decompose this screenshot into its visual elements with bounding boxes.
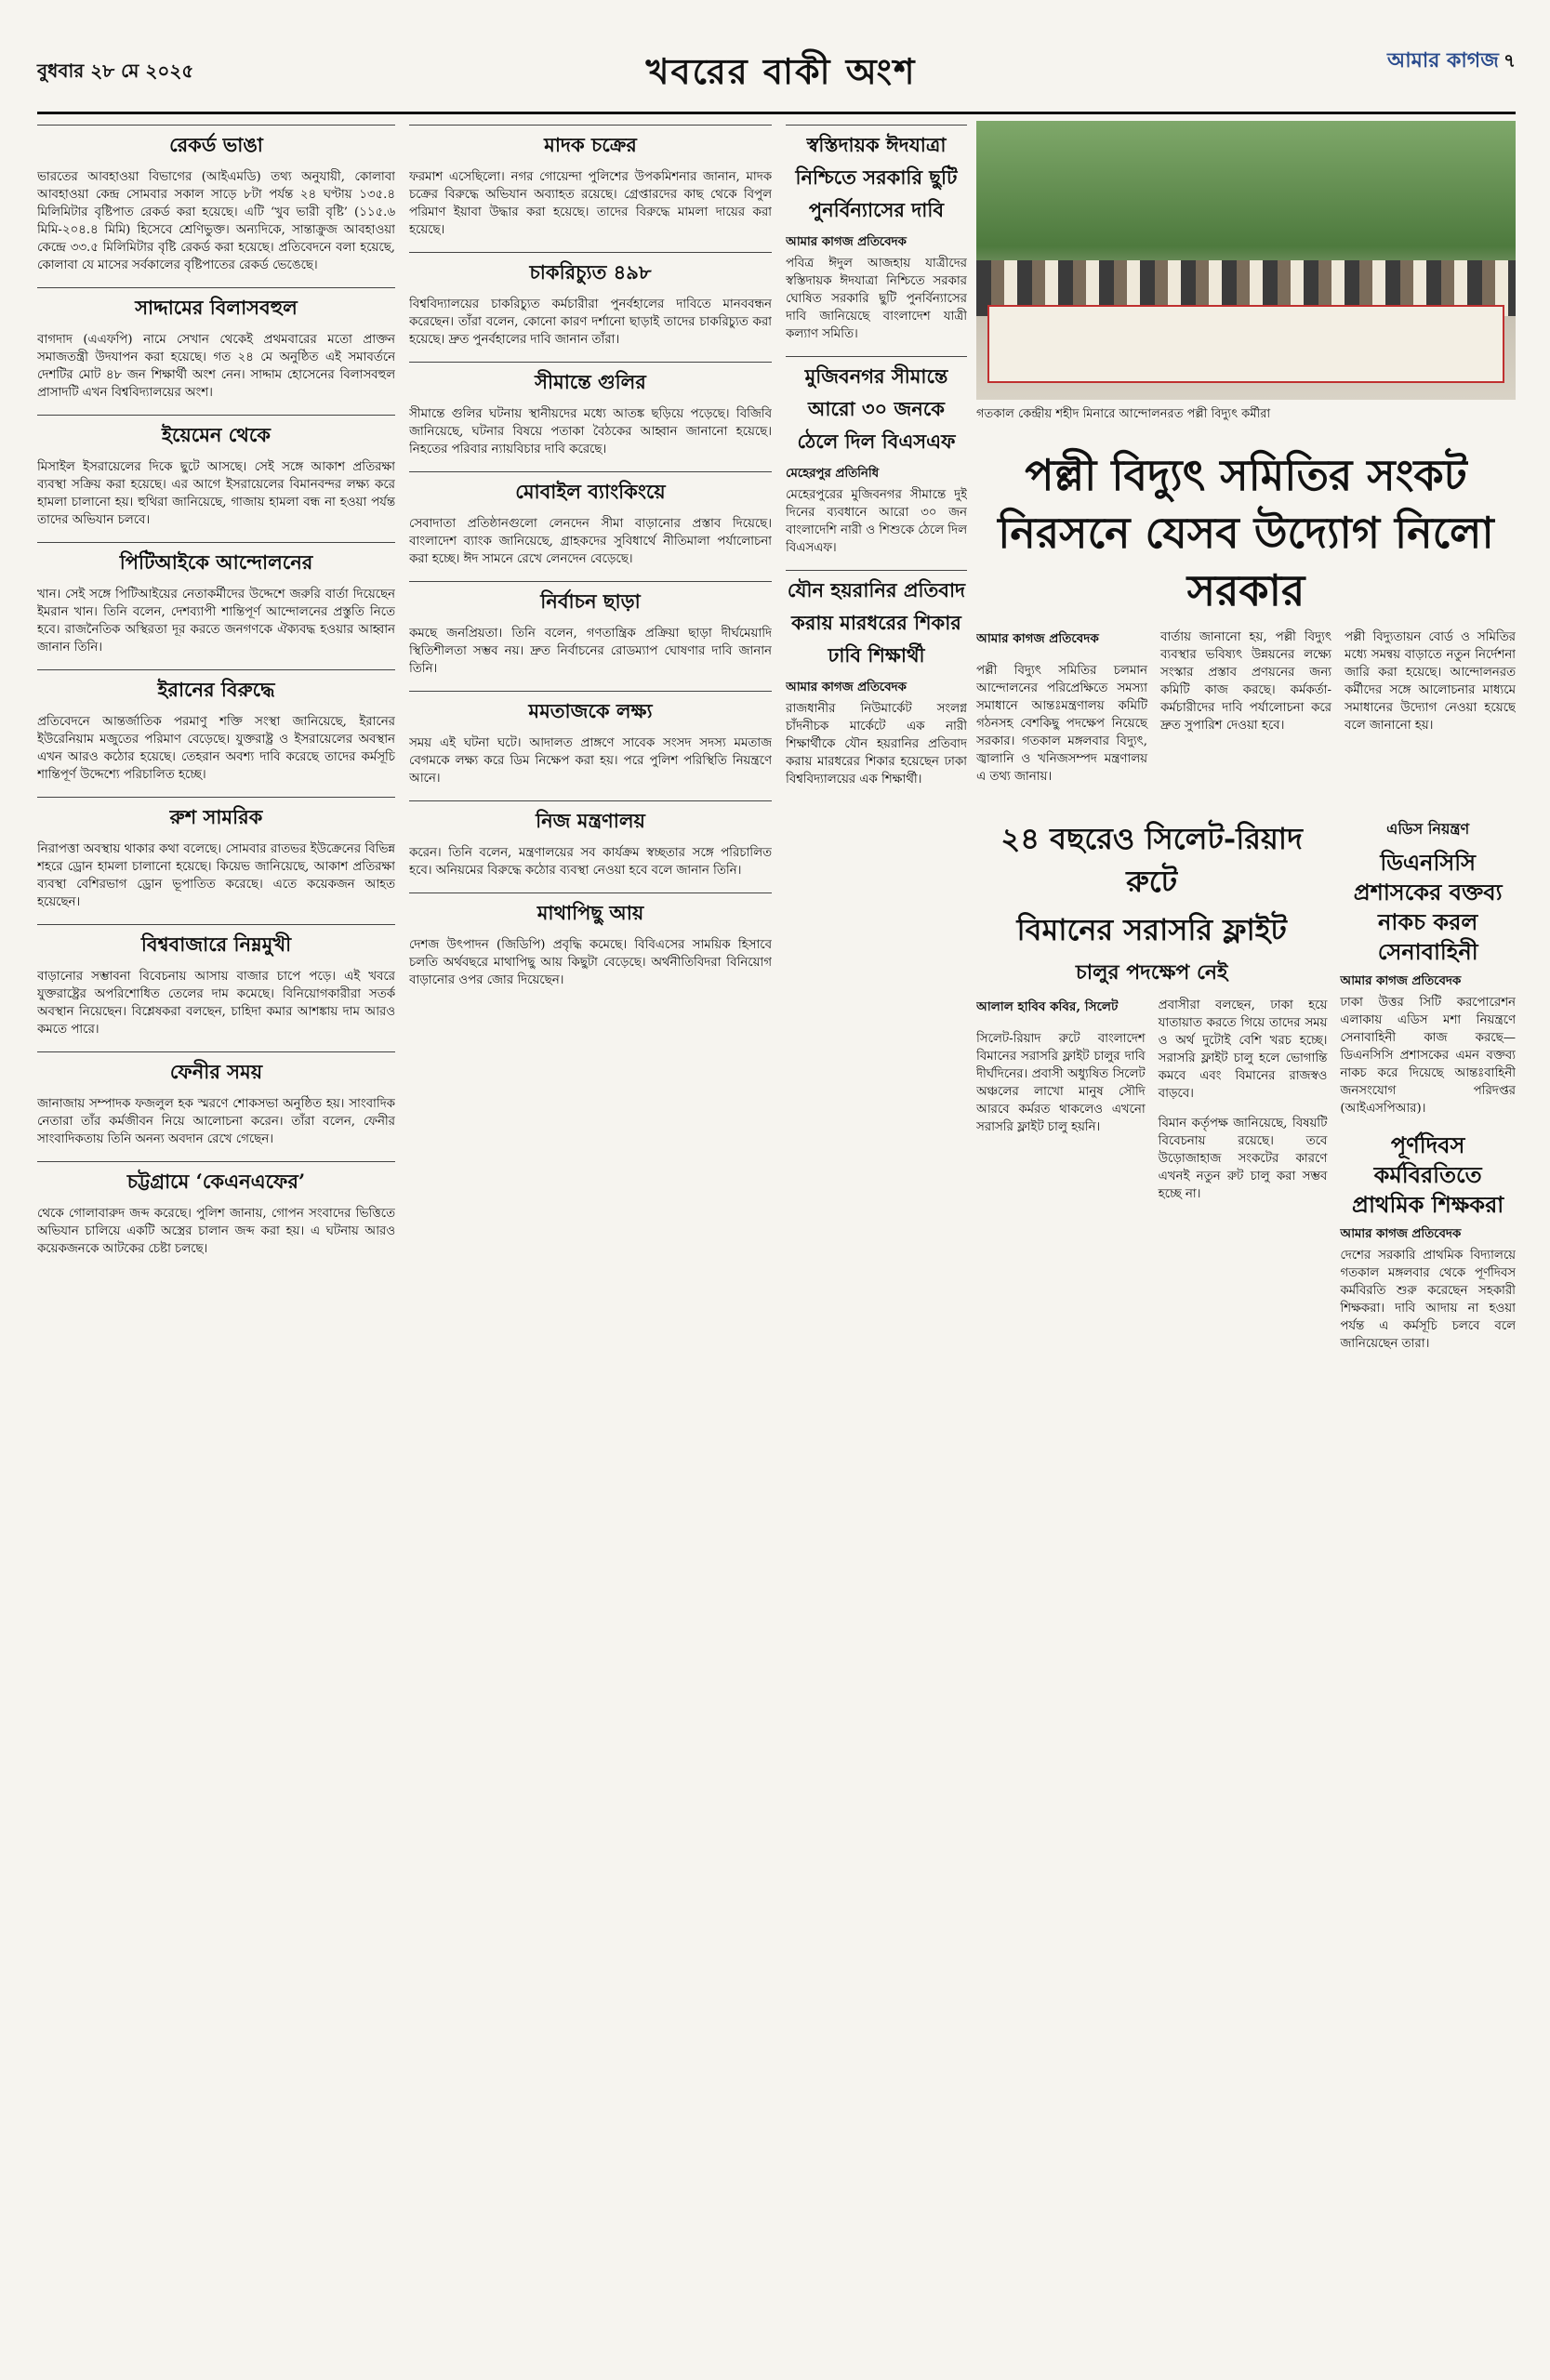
column-2 [409,121,772,2352]
article-text: সময় এই ঘটনা ঘটে। আদালত প্রাঙ্গণে সাবেক সংসদ সদস্য মমতাজ বেগমকে লক্ষ্য করে ডিম নিক্ষেপ করা হয়। পরে পুলিশ পরিস্থিতি নিয়ন্ত্রণে আনে। [409,736,772,786]
article-headline: ফেনীর সময় [37,1051,395,1090]
article [409,362,772,458]
article [37,924,395,1038]
article-text: বাড়ানোর সম্ভাবনা বিবেচনায় আসায় বাজার চাপে পড়ে। এই খবরে যুক্তরাষ্ট্রের অপরিশোধিত তেলের দাম কমেছে। বিনিয়োগকারীরা সতর্ক অবস্থান নিয়েছেন। বিশ্লেষকরা বলছেন, চাহিদা কমার আশঙ্কায় দাম আরও কমতে পারে। [37,970,395,1037]
article-headline: সীমান্তে গুলির [409,362,772,400]
article [37,542,395,656]
article-text: ভারতের আবহাওয়া বিভাগের (আইএমডি) তথ্য অনুযায়ী, কোলাবা আবহাওয়া কেন্দ্র সোমবার সকাল সাড়ে ৮টা পর্যন্ত ২৪ ঘণ্টায় ১৩৫.৪ মিলিমিটার বৃষ্টিপাত রেকর্ড করা হয়েছে। এটি ‘খুব ভারী বৃষ্টি’ (১১৫.৬ মিমি-২০৪.৪ মিমি) হিসেবে শ্রেণিভুক্ত। অন্যদিকে, সান্তাক্রুজ আবহাওয়া কেন্দ্রে ৩৩.৫ মিলিমিটার বৃষ্টি রেকর্ড করা হয়েছে। প্রতিবেদনে বলা হয়েছে, কোলাবা যে মাসের সর্বকালের বৃষ্টিপাতের রেকর্ড ভেঙেছে। [37,170,395,272]
flight-headline-1: ২৪ বছরেও সিলেট-রিয়াদ রুটে [1000,820,1303,899]
article [409,800,772,879]
protest-photo [976,121,1516,400]
article-headline: বিশ্ববাজারে নিম্নমুখী [37,924,395,962]
article-text: বিশ্ববিদ্যালয়ের চাকরিচ্যুত কর্মচারীরা পুনর্বহালের দাবিতে মানববন্ধন করেছেন। তাঁরা বলেন, কোনো কারণ দর্শানো ছাড়াই তাদের চাকরিচ্যুত করা হয়েছে। দ্রুত পুনর্বহালের দাবি জানান তাঁরা। [409,298,772,347]
article-headline: চট্টগ্রামে ‘কেএনএফের’ [37,1161,395,1199]
article-byline: আমার কাগজ প্রতিবেদক [786,235,907,249]
page-number: ৭ [1503,49,1516,72]
side-articles [1340,812,1516,1366]
article-headline: মুজিবনগর সীমান্তে আরো ৩০ জনকে ঠেলে দিল বিএসএফ [786,356,967,459]
column-3 [786,121,967,2352]
flight-headline-2: বিমানের সরাসরি ফ্লাইট [1016,911,1287,947]
teachers-article [1340,1130,1516,1353]
teachers-headline: পূর্ণদিবস কর্মবিরতিতে প্রাথমিক শিক্ষকরা [1352,1130,1504,1218]
article-text: থেকে গোলাবারুদ জব্দ করেছে। পুলিশ জানায়, গোপন সংবাদের ভিত্তিতে অভিযান চালিয়ে একটি অস্ত্রের চালান জব্দ করা হয়। এ ঘটনায় আরও কয়েকজনকে আটকের চেষ্টা চলছে। [37,1207,395,1256]
article-text: প্রতিবেদনে আন্তর্জাতিক পরমাণু শক্তি সংস্থা জানিয়েছে, ইরানের ইউরেনিয়াম মজুতের পরিমাণ বেড়েছে। যুক্তরাষ্ট্র ও ইসরায়েলের অবস্থান এখন আরও কঠোর হয়েছে। তেহরান অবশ্য দাবি করেছে তাদের কর্মসূচি শান্তিপূর্ণ উদ্দেশ্যে পরিচালিত হচ্ছে। [37,715,395,782]
article-text: সীমান্তে গুলির ঘটনায় স্থানীয়দের মধ্যে আতঙ্ক ছড়িয়ে পড়েছে। বিজিবি জানিয়েছে, ঘটনার বিষয়ে পতাকা বৈঠকের আহ্বান জানানো হয়েছে। নিহতের পরিবার ন্যায়বিচার দাবি করেছে। [409,407,772,456]
article [37,415,395,529]
flight-article [976,812,1327,1366]
masthead-logo: আমার কাগজ [1387,48,1499,73]
issue-date: বুধবার ২৮ মে ২০২৫ [37,60,194,82]
article-headline: রেকর্ড ভাঙা [37,125,395,163]
article [786,570,967,788]
article [37,669,395,784]
article [37,125,395,274]
article-headline: স্বস্তিদায়ক ঈদযাত্রা নিশ্চিতে সরকারি ছুটি পুনর্বিন্যাসের দাবি [786,125,967,228]
article-headline: মমতাজকে লক্ষ্য [409,691,772,729]
article [409,471,772,568]
article-headline: নিজ মন্ত্রণালয় [409,800,772,839]
dncc-article [1340,817,1516,1117]
article [409,252,772,349]
article [409,691,772,787]
article [409,125,772,239]
article-byline: আমার কাগজ প্রতিবেদক [786,681,907,694]
article-text: খান। সেই সঙ্গে পিটিআইয়ের নেতাকর্মীদের উদ্দেশে জরুরি বার্তা দিয়েছেন ইমরান খান। তিনি বলেন, দেশব্যাপী শান্তিপূর্ণ আন্দোলনের প্রস্তুতি নিতে হবে। রাজনৈতিক অস্থিরতা দূর করতে জনগণকে ঐক্যবদ্ধ হওয়ার আহ্বান জানান তিনি। [37,588,395,654]
article-text: মেহেরপুরের মুজিবনগর সীমান্তে দুই দিনের ব্যবধানে আরো ৩০ জন বাংলাদেশি নারী ও শিশুকে ঠেলে দিল বিএসএফ। [786,488,967,555]
flight-paragraph: বিমান কর্তৃপক্ষ জানিয়েছে, বিষয়টি বিবেচনায় রয়েছে। তবে উড়োজাহাজ সংকটের কারণে এখনই নতুন রুট চালু করা সম্ভব হচ্ছে না। [1158,1116,1328,1201]
article-headline: নির্বাচন ছাড়া [409,581,772,619]
lead-byline: আমার কাগজ প্রতিবেদক [976,631,1099,646]
article-headline: যৌন হয়রানির প্রতিবাদ করায় মারধরের শিকার ঢাবি শিক্ষার্থী [786,570,967,673]
teachers-byline: আমার কাগজ প্রতিবেদক [1340,1226,1462,1241]
flight-byline: আলাল হাবিব কবির, সিলেট [976,998,1119,1014]
article-byline: মেহেরপুর প্রতিনিধি [786,467,880,481]
protest-banner [987,305,1504,383]
article [786,125,967,343]
article-text: জানাজায় সম্পাদক ফজলুল হক স্মরণে শোকসভা অনুষ্ঠিত হয়। সাংবাদিক নেতারা তাঁর কর্মজীবন নিয়ে আলোচনা করেন। তাঁরা বলেন, ফেনীর সাংবাদিকতায় তিনি অনন্য অবদান রেখে গেছেন। [37,1097,395,1146]
article-headline: ইরানের বিরুদ্ধে [37,669,395,707]
article [37,1051,395,1148]
dncc-headline: ডিএনসিসি প্রশাসকের বক্তব্য নাকচ করল সেনাবাহিনী [1353,848,1503,965]
article-headline: চাকরিচ্যুত ৪৯৮ [409,252,772,290]
article-headline: মোবাইল ব্যাংকিংয়ে [409,471,772,509]
article-headline: ইয়েমেন থেকে [37,415,395,453]
page-header [37,39,1516,114]
article-text: সেবাদাতা প্রতিষ্ঠানগুলো লেনদেন সীমা বাড়ানোর প্রস্তাব দিয়েছে। বাংলাদেশ ব্যাংক জানিয়েছে, গ্রাহকদের সুবিধার্থে নীতিমালা পর্যালোচনা করা হচ্ছে। ঈদ সামনে রেখে লেনদেন বেড়েছে। [409,517,772,566]
article [409,581,772,678]
flight-subheadline: চালুর পদক্ষেপ নেই [1075,959,1228,985]
photo-caption: গতকাল কেন্দ্রীয় শহীদ মিনারে আন্দোলনরত পল্লী বিদ্যুৎ কর্মীরা [976,407,1271,421]
lead-paragraph: পল্লী বিদ্যুতায়ন বোর্ড ও সমিতির মধ্যে সমন্বয় বাড়াতে নতুন নির্দেশনা জারি করা হয়েছে। আন্দোলনরত কর্মীদের সঙ্গে আলোচনার মাধ্যমে সমাধানের উদ্যোগ নেওয়া হয়েছে বলে জানানো হয়। [1345,630,1516,733]
flight-paragraph: সিলেট-রিয়াদ রুটে বাংলাদেশ বিমানের সরাসরি ফ্লাইট চালুর দাবি দীর্ঘদিনের। প্রবাসী অধ্যুষিত সিলেট অঞ্চলের লাখো মানুষ সৌদি আরবে কর্মরত থাকলেও এখনো সরাসরি ফ্লাইট চালু হয়নি। [976,1031,1146,1134]
dncc-kicker: এডিস নিয়ন্ত্রণ [1386,819,1470,838]
article-text: কমছে জনপ্রিয়তা। তিনি বলেন, গণতান্ত্রিক প্রক্রিয়া ছাড়া দীর্ঘমেয়াদি স্থিতিশীলতা সম্ভব নয়। দ্রুত নির্বাচনের রোডম্যাপ ঘোষণার দাবি জানান তিনি। [409,627,772,676]
masthead [1358,45,1516,79]
lead-body [976,628,1516,799]
article [786,356,967,557]
article-headline: সাদ্দামের বিলাসবহুল [37,287,395,325]
article-text: নিরাপত্তা অবস্থায় থাকার কথা বলেছে। সোমবার রাতভর ইউক্রেনের বিভিন্ন শহরে ড্রোন হামলা চালানো হয়েছে। কিয়েভ জানিয়েছে, আকাশ প্রতিরক্ষা ব্যবস্থা বেশিরভাগ ড্রোন ভূপাতিত করেছে। এতে কয়েকজন আহত হয়েছেন। [37,842,395,909]
article [37,797,395,911]
article-text: পবিত্র ঈদুল আজহায় যাত্রীদের স্বস্তিদায়ক ঈদযাত্রা নিশ্চিতে সরকার ঘোষিত সরকারি ছুটি পুনর্বিন্যাসের দাবি জানিয়েছে বাংলাদেশ যাত্রী কল্যাণ সমিতি। [786,257,967,341]
article-text: বাগদাদ (এএফপি) নামে সেখান থেকেই প্রথমবারের মতো প্রাক্তন সমাজতন্ত্রী উদযাপন করা হয়েছে। গত ২৪ মে অনুষ্ঠিত এই সমাবর্তনে দেশটির মোট ৪৮ জন শিক্ষার্থী অংশ নেন। সাদ্দাম হোসেনের বিলাসবহুল প্রাসাদটি এখন বিশ্ববিদ্যালয়ের অংশ। [37,333,395,400]
dncc-text: ঢাকা উত্তর সিটি করপোরেশন এলাকায় এডিস মশা নিয়ন্ত্রণে সেনাবাহিনী কাজ করছে— ডিএনসিসি প্রশাসকের এমন বক্তব্য নাকচ করে দিয়েছে আন্তঃবাহিনী জনসংযোগ পরিদপ্তর (আইএসপিআর)। [1340,995,1516,1116]
lead-photo-block [976,121,1516,428]
section-title: খবরের বাকী অংশ [645,50,917,92]
column-1 [37,121,395,2352]
article-headline: রুশ সামরিক [37,797,395,835]
teachers-text: দেশের সরকারি প্রাথমিক বিদ্যালয়ে গতকাল মঙ্গলবার থেকে পূর্ণদিবস কর্মবিরতি শুরু করেছেন সহকারী শিক্ষকরা। দাবি আদায় না হওয়া পর্যন্ত এ কর্মসূচি চলবে বলে জানিয়েছেন তারা। [1340,1248,1516,1351]
article [37,1161,395,1258]
article-headline: মাদক চক্রের [409,125,772,163]
article-headline: পিটিআইকে আন্দোলনের [37,542,395,580]
article-text: করেন। তিনি বলেন, মন্ত্রণালয়ের সব কার্যক্রম স্বচ্ছতার সঙ্গে পরিচালিত হবে। অনিয়মের বিরুদ্ধে কঠোর ব্যবস্থা নেওয়া হবে বলে জানান তিনি। [409,846,772,878]
lead-paragraph: পল্লী বিদ্যুৎ সমিতির চলমান আন্দোলনের পরিপ্রেক্ষিতে সমস্যা সমাধানে আন্তঃমন্ত্রণালয় কমিটি গঠনসহ বেশকিছু পদক্ষেপ নিয়েছে সরকার। গতকাল মঙ্গলবার বিদ্যুৎ, জ্বালানি ও খনিজসম্পদ মন্ত্রণালয় এ তথ্য জানায়। [976,664,1147,785]
lead-paragraph: বার্তায় জানানো হয়, পল্লী বিদ্যুৎ ব্যবস্থার ভবিষ্যৎ উন্নয়নের লক্ষ্যে সংস্কার প্রস্তাব প্রণয়নের জন্য কমিটি কাজ করছে। কর্মকর্তা-কর্মচারীদের দাবি পর্যালোচনা করে দ্রুত সুপারিশ দেওয়া হবে। [1160,630,1331,733]
article-text: মিসাইল ইসরায়েলের দিকে ছুটে আসছে। সেই সঙ্গে আকাশ প্রতিরক্ষা ব্যবস্থা সক্রিয় করা হয়েছে। এর আগে ইসরায়েলের বিমানবন্দর লক্ষ্য করে হামলা চালানো হয়। হুথিরা জানিয়েছে, গাজায় হামলা বন্ধ না হওয়া পর্যন্ত তাদের অভিযান চলবে। [37,460,395,527]
article-headline: মাথাপিছু আয় [409,892,772,931]
article-text: দেশজ উৎপাদন (জিডিপি) প্রবৃদ্ধি কমেছে। বিবিএসের সাময়িক হিসাবে চলতি অর্থবছরে মাথাপিছু আয় কিছুটা বেড়েছে। অর্থনীতিবিদরা বিনিয়োগ বাড়ানোর ওপর জোর দিয়েছেন। [409,938,772,987]
article-text: ফরমাশ এসেছিলো। নগর গোয়েন্দা পুলিশের উপকমিশনার জানান, মাদক চক্রের বিরুদ্ধে অভিযান অব্যাহত রয়েছে। গ্রেপ্তারদের কাছ থেকে বিপুল পরিমাণ ইয়াবা উদ্ধার করা হয়েছে। তাদের বিরুদ্ধে মামলা দায়ের করা হয়েছে। [409,170,772,237]
article [37,287,395,402]
article [409,892,772,989]
dncc-byline: আমার কাগজ প্রতিবেদক [1340,973,1462,988]
lead-headline: পল্লী বিদ্যুৎ সমিতির সংকট নিরসনে যেসব উদ্যোগ নিলো সরকার [998,450,1494,615]
article-text: রাজধানীর নিউমার্কেট সংলগ্ন চাঁদনীচক মার্কেটে এক নারী শিক্ষার্থীকে যৌন হয়রানির প্রতিবাদ করায় মারধরের শিকার হয়েছেন ঢাকা বিশ্ববিদ্যালয়ের এক শিক্ষার্থী। [786,702,967,787]
right-section [976,437,1516,2352]
flight-paragraph: প্রবাসীরা বলছেন, ঢাকা হয়ে যাতায়াত করতে গিয়ে তাদের সময় ও অর্থ দুটোই বেশি খরচ হচ্ছে। সরাসরি ফ্লাইট চালু হলে ভোগান্তি কমবে এবং বিমানের রাজস্বও বাড়বে। [1158,998,1328,1101]
